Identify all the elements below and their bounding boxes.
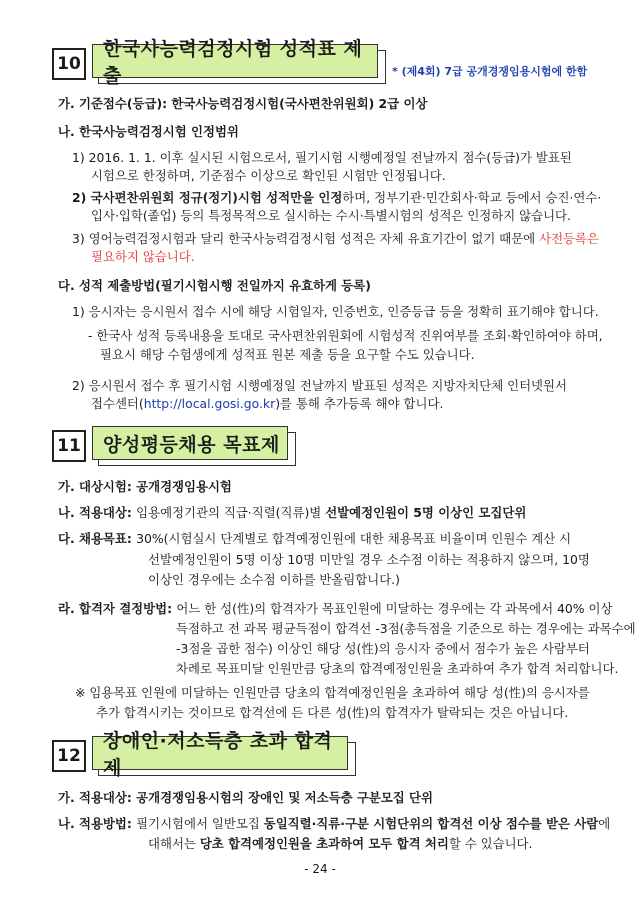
note-line-cont: 추가 합격시키는 것이므로 합격선에 든 다른 성(性)의 합격자가 탈락되는 것은 아닙니다. (96, 705, 569, 720)
section-title-box (92, 730, 356, 779)
submit-item-1-dash: - 한국사 성적 등록내용을 토대로 국사편찬위원회에 시험성적 진위여부를 조회·확인하여야 하며, (88, 328, 603, 343)
hiring-goal-cont-1: 선발예정인원이 5명 이상 10명 미만일 경우 소수점 이하는 적용하지 않으며, 10명 (148, 552, 590, 567)
apply-method-cont: 대해서는 당초 합격예정인원을 초과하여 모두 합격 처리할 수 있습니다. (148, 836, 533, 851)
apply-method-line: 나. 적용방법: 필기시험에서 일반모집 동일직렬·직류·구분 시험단위의 합격선 이상 점수를 받은 사람에 (58, 816, 611, 831)
section-number: 11 (52, 430, 86, 462)
apply-target-line: 가. 적용대상: 공개경쟁임용시험의 장애인 및 저소득층 구분모집 단위 (58, 790, 433, 805)
section-note: * (제4회) 7급 공개경쟁임용시험에 한함 (392, 65, 588, 78)
gosi-link[interactable]: http://local.gosi.go.kr (143, 396, 276, 411)
scope-item-3-cont: 필요하지 않습니다. (91, 249, 195, 264)
hiring-goal-line: 다. 채용목표: 30%(시험실시 단계별로 합격예정인원에 대한 채용목표 비율이며 인원수 계산 시 (58, 531, 572, 546)
note-line: ※ 임용목표 인원에 미달하는 인원만큼 당초의 합격예정인원을 초과하여 해당 성(性)의 응시자를 (75, 685, 590, 700)
criterion-heading: 가. 기준점수(등급): 한국사능력검정시험(국사편찬위원회) 2급 이상 (58, 96, 428, 111)
section-title: 장애인·저소득층 초과 합격제 (92, 736, 348, 770)
submit-item-2-cont: 접수센터(http://local.gosi.go.kr)를 통해 추가등록 해야 합니다. (91, 396, 444, 411)
scope-item-2: 2) 국사편찬위원회 정규(정기)시험 성적만을 인정하며, 정부기관·민간회사·학교 등에서 승진·연수· (72, 190, 602, 205)
pass-decision-cont-2: -3점을 곱한 점수) 이상인 해당 성(性)의 응시자 중에서 점수가 높은 사람부터 (176, 641, 590, 656)
hiring-goal-cont-2: 이상인 경우에는 소수점 이하를 반올림합니다.) (148, 572, 400, 587)
page-number: - 24 - (304, 862, 336, 876)
scope-item-2-cont: 입사·입학(졸업) 등의 특정목적으로 실시하는 수시·특별시험의 성적은 인정하지 않습니다. (91, 208, 571, 223)
submit-item-1: 1) 응시자는 응시원서 접수 시에 해당 시험일자, 인증번호, 인증등급 등을 정확히 표기해야 합니다. (72, 304, 599, 319)
section-title: 양성평등채용 목표제 (92, 426, 288, 460)
pass-decision-cont-1: 득점하고 전 과목 평균득점이 합격선 -3점(총득점을 기준으로 하는 경우에는 과목수에 (176, 621, 636, 636)
submit-method-heading: 다. 성적 제출방법(필기시험시행 전일까지 유효하게 등록) (58, 278, 371, 293)
scope-item-1: 1) 2016. 1. 1. 이후 실시된 시험으로서, 필기시험 시행예정일 전날까지 점수(등급)가 발표된 (72, 150, 572, 165)
scope-item-3: 3) 영어능력검정시험과 달리 한국사능력검정시험 성적은 자체 유효기간이 없기 때문에 사전등록은 (72, 231, 599, 246)
section-number: 12 (52, 740, 86, 772)
submit-item-2: 2) 응시원서 접수 후 필기시험 시행예정일 전날까지 발표된 성적은 지방자치단체 인터넷원서 (72, 378, 567, 393)
section-title-box (92, 38, 386, 87)
target-exam-line: 가. 대상시험: 공개경쟁임용시험 (58, 479, 232, 494)
section-title: 한국사능력검정시험 성적표 제출 (92, 44, 378, 78)
scope-heading: 나. 한국사능력검정시험 인정범위 (58, 124, 239, 139)
pass-decision-line: 라. 합격자 결정방법: 어느 한 성(性)의 합격자가 목표인원에 미달하는 경우에는 각 과목에서 40% 이상 (58, 601, 613, 616)
submit-item-1-dash-cont: 필요시 해당 수험생에게 성적표 원본 제출 등을 요구할 수도 있습니다. (100, 347, 475, 362)
section-title-box (92, 426, 296, 466)
pass-decision-cont-3: 차례로 목표미달 인원만큼 당초의 합격예정인원을 초과하여 추가 합격 처리합니다. (176, 661, 619, 676)
apply-target-line: 나. 적용대상: 임용예정기관의 직급·직렬(직류)별 선발예정인원이 5명 이상인 모집단위 (58, 505, 527, 520)
scope-item-1-cont: 시험으로 한정하며, 기준점수 이상으로 확인된 시험만 인정됩니다. (91, 168, 446, 183)
section-number: 10 (52, 48, 86, 80)
